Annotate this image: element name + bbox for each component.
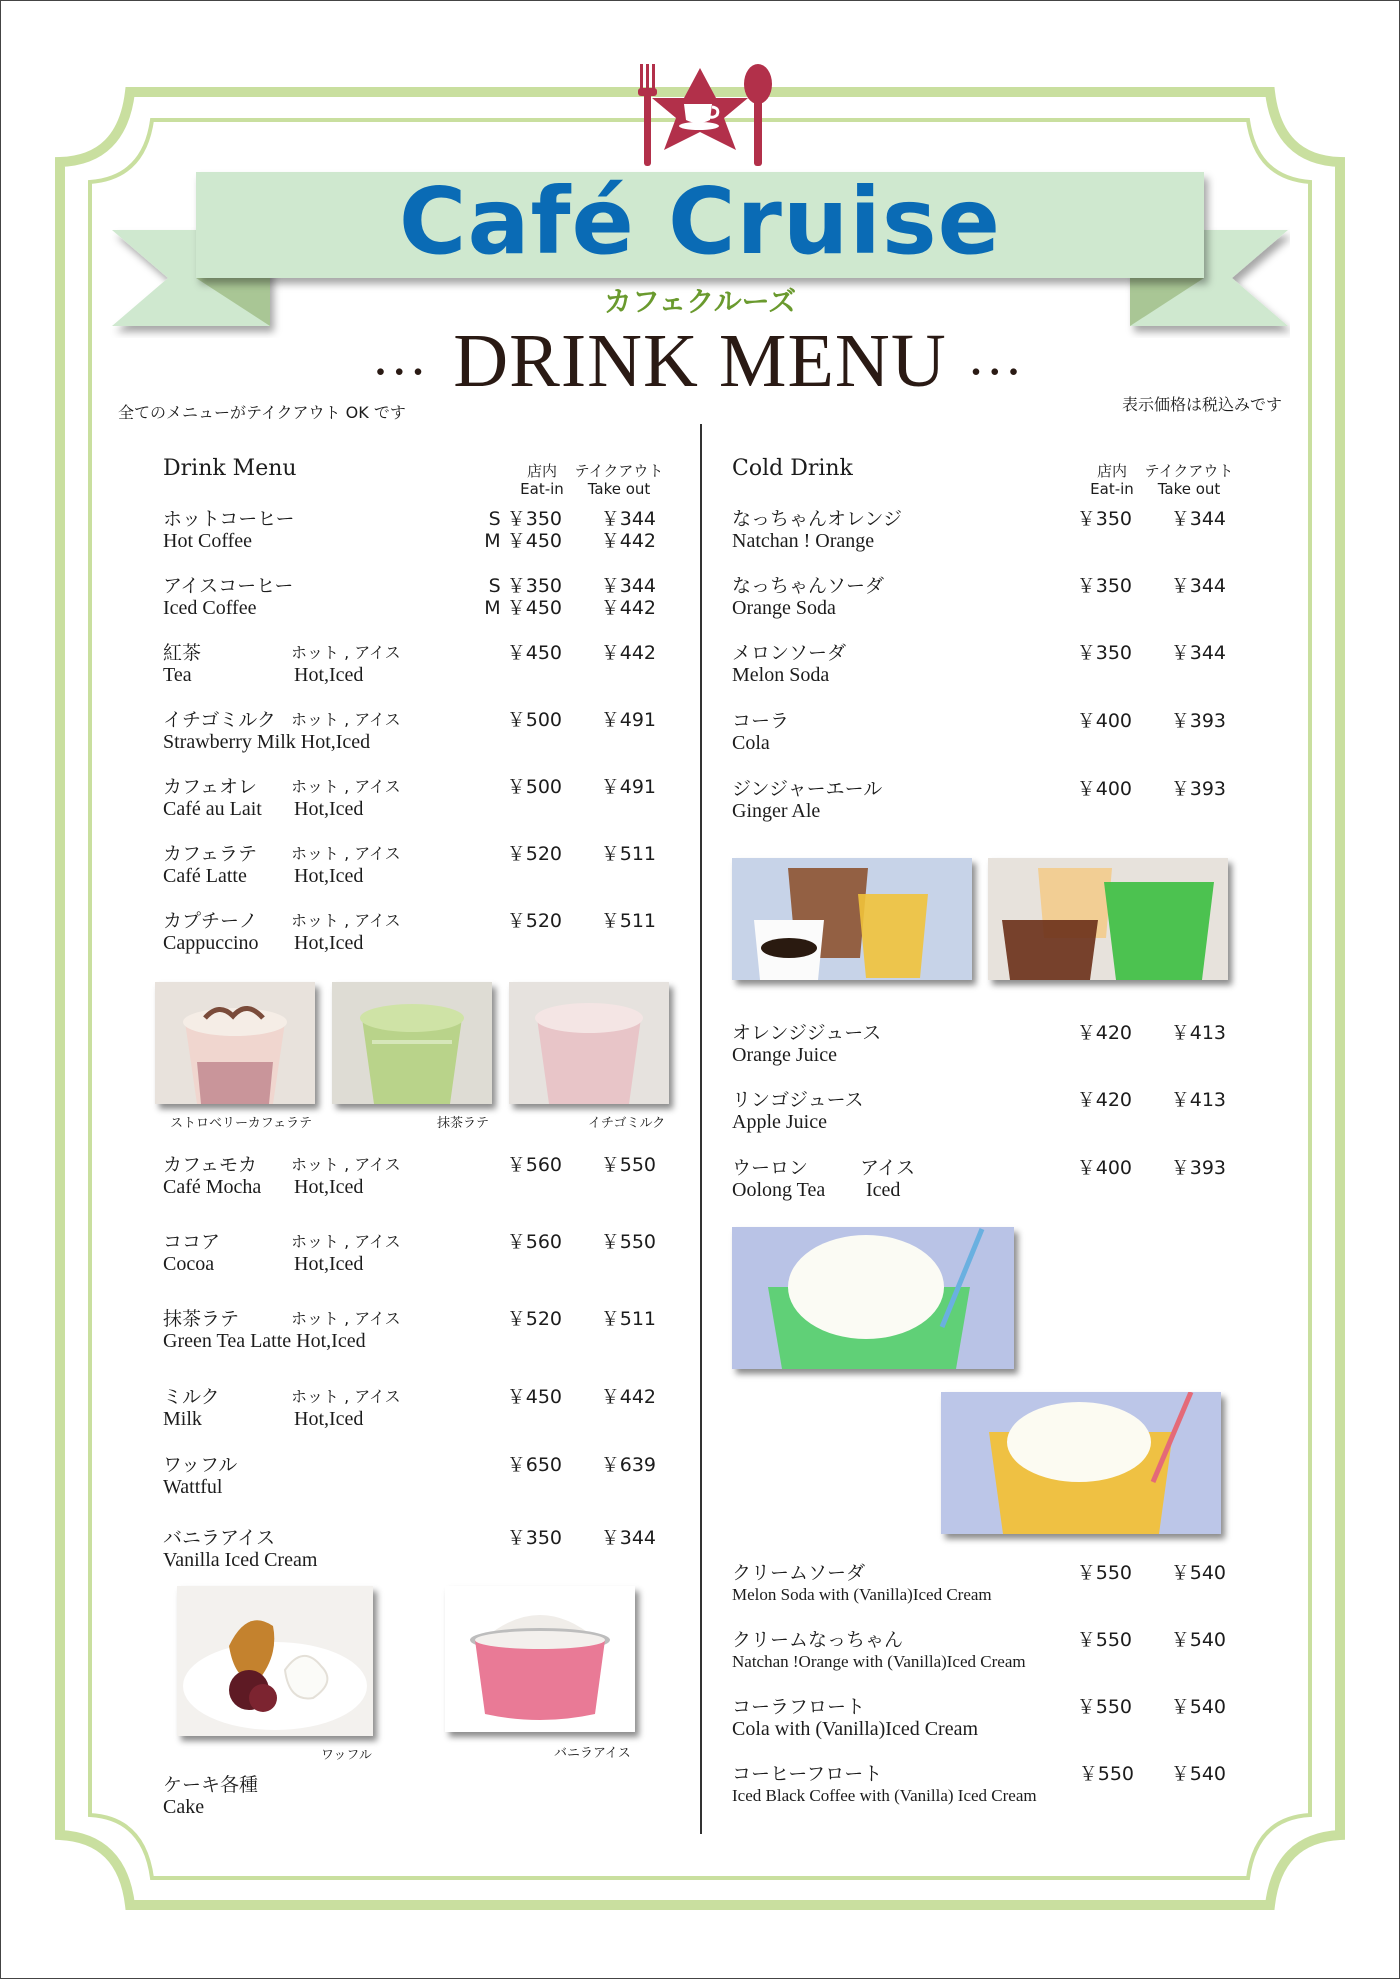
- menu-item-orange-soda: [732, 575, 884, 619]
- item-option-jp: アイス: [860, 1157, 916, 1179]
- menu-item-cake: [163, 1774, 258, 1818]
- price-eatin: ￥350: [1076, 508, 1132, 530]
- eatin-jp: 店内: [1096, 462, 1127, 480]
- item-name-en: Green Tea Latte Hot,Iced: [163, 1330, 366, 1352]
- item-option-jp: ホット , アイス: [291, 710, 401, 729]
- price-takeout: ￥393: [1170, 1157, 1226, 1179]
- item-option-jp: ホット , アイス: [291, 1309, 401, 1328]
- price-takeout: ￥511: [600, 1308, 656, 1330]
- item-option-jp: ホット , アイス: [291, 1387, 401, 1406]
- eatin-en: Eat-in: [520, 480, 564, 498]
- item-name-jp: ウーロン: [732, 1157, 809, 1179]
- menu-item-cola-float: [732, 1696, 978, 1740]
- menu-item-cafe-mocha: [163, 1154, 401, 1198]
- caption-vanilla-ice: バニラアイス: [554, 1746, 631, 1761]
- menu-item-ginger-ale: [732, 778, 882, 822]
- price-takeout: ￥344: [600, 508, 656, 530]
- menu-item-hot-coffee: [163, 508, 294, 552]
- column-divider: [700, 424, 702, 1834]
- dots-right: …: [966, 325, 1029, 387]
- photo-iced-drinks-1: [732, 858, 972, 980]
- item-name-en: Iced Coffee: [163, 597, 257, 619]
- item-name-jp: カフェモカ: [163, 1154, 258, 1176]
- item-name-en: Café au Lait: [163, 798, 262, 820]
- price-eatin: ￥400: [1076, 778, 1132, 800]
- menu-item-orange-juice: [732, 1022, 881, 1066]
- price-eatin: ￥500: [506, 709, 562, 731]
- item-option-jp: ホット , アイス: [291, 1155, 401, 1174]
- price-takeout: ￥344: [600, 1527, 656, 1549]
- price-eatin: ￥450: [506, 642, 562, 664]
- item-name-jp: アイスコーヒー: [163, 575, 294, 597]
- price-eatin: ￥520: [506, 843, 562, 865]
- price-eatin: ￥400: [1076, 1157, 1132, 1179]
- item-name-en: Strawberry Milk Hot,Iced: [163, 731, 371, 753]
- menu-item-strawberry-milk: [163, 709, 401, 753]
- item-name-jp: ケーキ各種: [163, 1774, 259, 1796]
- price-takeout: ￥344: [1170, 575, 1226, 597]
- menu-item-melon-soda: [732, 642, 846, 686]
- photo-strawberry-milk: [509, 982, 669, 1104]
- price-takeout: ￥442: [600, 1386, 656, 1408]
- price-takeout: ￥511: [600, 843, 656, 865]
- item-option-jp: ホット , アイス: [291, 911, 401, 930]
- price-takeout: ￥491: [600, 776, 656, 798]
- price-takeout: ￥344: [1170, 508, 1226, 530]
- menu-item-oolong-tea: [732, 1157, 916, 1201]
- menu-item-natchan-orange: [732, 508, 902, 552]
- menu-item-cocoa: [163, 1231, 401, 1275]
- item-name-en: Natchan !Orange with (Vanilla)Iced Cream: [732, 1652, 1026, 1671]
- item-option-en: Iced: [866, 1179, 901, 1201]
- price-eatin: ￥350: [1076, 642, 1132, 664]
- menu-item-cola: [732, 710, 789, 754]
- right-takeout-head: [1142, 462, 1236, 498]
- item-name-en: Cola with (Vanilla)Iced Cream: [732, 1718, 979, 1740]
- price-eatin: ￥400: [1076, 710, 1132, 732]
- price-eatin: ￥550: [1076, 1562, 1132, 1584]
- item-name-jp: 抹茶ラテ: [163, 1308, 240, 1330]
- item-name-en: Apple Juice: [732, 1111, 827, 1133]
- item-name-jp: 紅茶: [163, 642, 202, 664]
- price-takeout: ￥540: [1170, 1629, 1226, 1651]
- price-eatin: ￥550: [1078, 1763, 1134, 1785]
- item-name-jp: イチゴミルク: [163, 709, 276, 731]
- left-heading: Drink Menu: [163, 456, 297, 481]
- price-takeout: ￥442: [600, 597, 656, 619]
- takeout-jp: テイクアウト: [1144, 462, 1234, 480]
- caption-strawberry-milk: イチゴミルク: [588, 1116, 666, 1131]
- price-takeout: ￥442: [600, 530, 656, 552]
- price-eatin: ￥420: [1076, 1022, 1132, 1044]
- price-eatin: ￥350: [506, 1527, 562, 1549]
- item-option-en: Hot,Iced: [294, 1253, 364, 1275]
- photo-vanilla-ice: [445, 1586, 635, 1732]
- menu-item-iced-coffee: [163, 575, 293, 619]
- item-name-en: Milk: [163, 1408, 202, 1430]
- item-name-en: Café Latte: [163, 865, 247, 887]
- price-eatin: ￥520: [506, 910, 562, 932]
- price-eatin: ￥550: [1076, 1629, 1132, 1651]
- item-option-jp: ホット , アイス: [291, 777, 401, 796]
- item-name-jp: コーヒーフロート: [732, 1763, 883, 1785]
- price-eatin: ￥520: [506, 1308, 562, 1330]
- photo-iced-drinks-2: [988, 858, 1228, 980]
- cafe-subtitle: カフェクルーズ: [603, 285, 797, 318]
- caption-waffle: ワッフル: [321, 1748, 372, 1763]
- menu-item-green-tea-latte: [163, 1308, 401, 1352]
- price-eatin: ￥500: [506, 776, 562, 798]
- right-eatin-head: [1082, 462, 1142, 498]
- item-name-en: Café Mocha: [163, 1176, 262, 1198]
- price-eatin: M ￥450: [484, 597, 562, 619]
- item-name-jp: リンゴジュース: [732, 1089, 864, 1111]
- item-name-jp: コーラ: [732, 710, 790, 732]
- cafe-title: Café Cruise: [398, 168, 1002, 275]
- dots-left: …: [371, 325, 434, 387]
- menu-item-tea: [163, 642, 401, 686]
- item-name-en: Natchan ! Orange: [732, 530, 875, 552]
- item-name-en: Cake: [163, 1796, 205, 1818]
- eatin-en: Eat-in: [1090, 480, 1134, 498]
- price-takeout: ￥344: [1170, 642, 1226, 664]
- price-eatin: ￥650: [506, 1454, 562, 1476]
- item-name-jp: カフェラテ: [163, 843, 258, 865]
- item-name-en: Ginger Ale: [732, 800, 821, 822]
- item-name-jp: カフェオレ: [163, 776, 258, 798]
- cafe-logo-icon: [620, 62, 780, 172]
- item-option-en: Hot,Iced: [294, 865, 364, 887]
- price-takeout: ￥491: [600, 709, 656, 731]
- item-name-en: Hot Coffee: [163, 530, 253, 552]
- price-takeout: ￥540: [1170, 1763, 1226, 1785]
- price-takeout: ￥639: [600, 1454, 656, 1476]
- price-takeout: ￥550: [600, 1231, 656, 1253]
- price-eatin: S ￥350: [488, 575, 562, 597]
- item-name-jp: なっちゃんソーダ: [732, 575, 885, 597]
- item-name-en: Melon Soda: [732, 664, 830, 686]
- item-name-en: Iced Black Coffee with (Vanilla) Iced Cream: [732, 1786, 1037, 1805]
- item-name-en: Melon Soda with (Vanilla)Iced Cream: [732, 1585, 992, 1604]
- price-takeout: ￥344: [600, 575, 656, 597]
- price-takeout: ￥550: [600, 1154, 656, 1176]
- item-option-en: Hot,Iced: [294, 1408, 364, 1430]
- menu-item-cream-natchan: [732, 1629, 1026, 1673]
- menu-item-milk: [163, 1386, 401, 1430]
- item-name-jp: ミルク: [163, 1386, 220, 1408]
- item-name-en: Wattful: [163, 1476, 223, 1498]
- item-name-jp: オレンジジュース: [732, 1022, 882, 1044]
- drink-menu-title: DRINK MENU: [453, 319, 947, 403]
- item-name-jp: カプチーノ: [163, 910, 258, 932]
- item-name-jp: ジンジャーエール: [732, 778, 883, 800]
- item-name-jp: ホットコーヒー: [163, 508, 295, 530]
- photo-waffle: [177, 1586, 373, 1736]
- price-takeout: ￥413: [1170, 1022, 1226, 1044]
- item-name-jp: クリームソーダ: [732, 1562, 866, 1584]
- price-takeout: ￥413: [1170, 1089, 1226, 1111]
- item-option-en: Hot,Iced: [294, 932, 364, 954]
- price-eatin: ￥450: [506, 1386, 562, 1408]
- price-eatin: ￥420: [1076, 1089, 1132, 1111]
- price-eatin: ￥350: [1076, 575, 1132, 597]
- menu-item-cafe-latte: [163, 843, 401, 887]
- price-takeout: ￥540: [1170, 1562, 1226, 1584]
- item-name-en: Vanilla Iced Cream: [163, 1549, 318, 1571]
- price-takeout: ￥393: [1170, 778, 1226, 800]
- takeout-jp: テイクアウト: [574, 462, 664, 480]
- takeout-note: 全てのメニューがテイクアウト OK です: [118, 403, 406, 422]
- price-eatin: ￥560: [506, 1231, 562, 1253]
- menu-item-cream-soda: [732, 1562, 992, 1606]
- caption-matcha-latte: 抹茶ラテ: [437, 1116, 490, 1131]
- item-name-en: Orange Soda: [732, 597, 836, 619]
- caption-strawberry-latte: ストロベリーカフェラテ: [170, 1116, 313, 1131]
- photo-matcha-latte: [332, 982, 492, 1104]
- item-name-en: Orange Juice: [732, 1044, 837, 1066]
- item-option-jp: ホット , アイス: [291, 844, 401, 863]
- price-eatin: M ￥450: [484, 530, 562, 552]
- item-name-jp: コーラフロート: [732, 1696, 866, 1718]
- price-takeout: ￥442: [600, 642, 656, 664]
- photo-cream-natchan: [941, 1392, 1221, 1534]
- item-option-en: Hot,Iced: [294, 798, 364, 820]
- menu-item-vanilla-ice: [163, 1527, 317, 1571]
- tax-note: 表示価格は税込みです: [1121, 395, 1282, 414]
- item-option-jp: ホット , アイス: [291, 1232, 401, 1251]
- price-takeout: ￥511: [600, 910, 656, 932]
- takeout-en: Take out: [587, 480, 651, 498]
- price-eatin: ￥560: [506, 1154, 562, 1176]
- left-eatin-head: [512, 462, 572, 498]
- price-takeout: ￥393: [1170, 710, 1226, 732]
- item-name-jp: クリームなっちゃん: [732, 1629, 904, 1651]
- item-name-en: Cocoa: [163, 1253, 215, 1275]
- menu-item-cafe-au-lait: [163, 776, 401, 820]
- menu-item-cappuccino: [163, 910, 401, 954]
- right-heading: Cold Drink: [732, 456, 853, 481]
- item-name-jp: メロンソーダ: [732, 642, 847, 664]
- eatin-jp: 店内: [526, 462, 557, 480]
- item-option-en: Hot,Iced: [294, 664, 364, 686]
- menu-item-coffee-float: [732, 1763, 1037, 1807]
- item-name-jp: バニラアイス: [163, 1527, 276, 1549]
- left-takeout-head: [572, 462, 666, 498]
- item-option-en: Hot,Iced: [294, 1176, 364, 1198]
- item-name-en: Tea: [163, 664, 192, 686]
- menu-item-apple-juice: [732, 1089, 864, 1133]
- item-name-en: Cappuccino: [163, 932, 259, 954]
- takeout-en: Take out: [1157, 480, 1221, 498]
- menu-item-waffle: [163, 1454, 237, 1498]
- item-name-jp: なっちゃんオレンジ: [732, 508, 903, 530]
- item-option-jp: ホット , アイス: [291, 643, 401, 662]
- item-name-en: Cola: [732, 732, 770, 754]
- item-name-en: Oolong Tea: [732, 1179, 826, 1201]
- item-name-jp: ワッフル: [163, 1454, 238, 1476]
- item-name-jp: ココア: [163, 1231, 221, 1253]
- price-eatin: ￥550: [1076, 1696, 1132, 1718]
- photo-cream-soda: [732, 1227, 1014, 1369]
- photo-strawberry-latte: [155, 982, 315, 1104]
- price-takeout: ￥540: [1170, 1696, 1226, 1718]
- price-eatin: S ￥350: [488, 508, 562, 530]
